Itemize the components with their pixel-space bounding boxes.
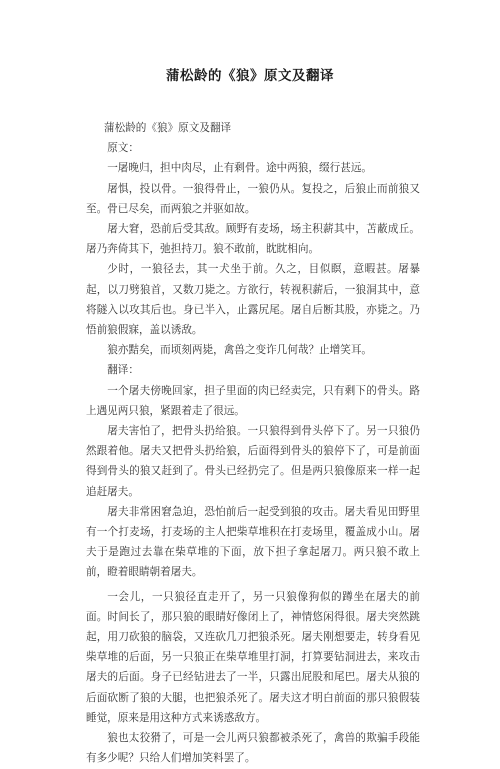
original-paragraph: 一屠晚归，担中肉尽，止有剩骨。途中两狼，缀行甚远。	[107, 162, 373, 175]
translation-paragraph: 狼也太狡猾了，可是一会儿两只狼都被杀死了，禽兽的欺骗手段能有多少呢？只给人们增加笑料罢了。	[86, 732, 420, 765]
page-title: 蒲松龄的《狼》原文及翻译	[166, 68, 334, 84]
original-paragraph: 屠大窘，恐前后受其敌。顾野有麦场，场主积薪其中，苫蔽成丘。屠乃奔倚其下，弛担持刀。狼不敢前，眈眈相向。	[86, 223, 420, 256]
original-paragraph: 少时，一狼径去，其一犬坐于前。久之，目似瞑，意暇甚。屠暴起，以刀劈狼首，又数刀毙之。方欲行，转视积薪后，一狼洞其中，意将隧入以攻其后也。身已半入，止露尻尾。屠自后断其股，亦毙之。乃悟前狼假寐，盖以诱敌。	[86, 263, 420, 337]
translation-paragraph: 一会儿，一只狼径直走开了，另一只狼像狗似的蹲坐在屠夫的前面。时间长了，那只狼的眼睛好像闭上了，神情悠闲得很。屠夫突然跳起，用刀砍狼的脑袋，又连砍几刀把狼杀死。屠夫刚想要走，转身看见柴草堆的后面，另一只狼正在柴草堆里打洞，打算要钻洞进去，来攻击屠夫的后面。身子已经钻进去了一半，只露出屁股和尾巴。屠夫从狼的后面砍断了狼的大腿，也把狼杀死了。屠夫这才明白前面的那只狼假装睡觉，原来是用这种方式来诱惑敌方。	[86, 590, 420, 724]
document-body	[86, 118, 420, 769]
document-subtitle: 蒲松龄的《狼》原文及翻译	[104, 122, 232, 134]
original-paragraph: 屠惧，投以骨。一狼得骨止，一狼仍从。复投之，后狼止而前狼又至。骨已尽矣，而两狼之并驱如故。	[86, 182, 420, 215]
translation-paragraph: 屠夫害怕了，把骨头扔给狼。一只狼得到骨头停下了。另一只狼仍然跟着他。屠夫又把骨头扔给狼，后面得到骨头的狼停下了，可是前面得到骨头的狼又赶到了。骨头已经扔完了。但是两只狼像原来一样一起追赶屠夫。	[86, 425, 420, 498]
translation-paragraph: 屠夫非常困窘急迫，恐怕前后一起受到狼的攻击。屠夫看见田野里有一个打麦场，打麦场的主人把柴草堆积在打麦场里，覆盖成小山。屠夫于是跑过去靠在柴草堆的下面，放下担子拿起屠刀。两只狼不敢上前，瞪着眼睛朝着屠夫。	[86, 505, 420, 579]
translation-heading: 翻译：	[107, 364, 139, 377]
original-paragraph: 狼亦黠矣，而顷刻两毙，禽兽之变诈几何哉？止增笑耳。	[107, 344, 373, 357]
translation-paragraph: 一个屠夫傍晚回家，担子里面的肉已经卖完，只有剩下的骨头。路上遇见两只狼，紧跟着走了很远。	[86, 384, 420, 417]
original-heading: 原文：	[107, 142, 139, 155]
